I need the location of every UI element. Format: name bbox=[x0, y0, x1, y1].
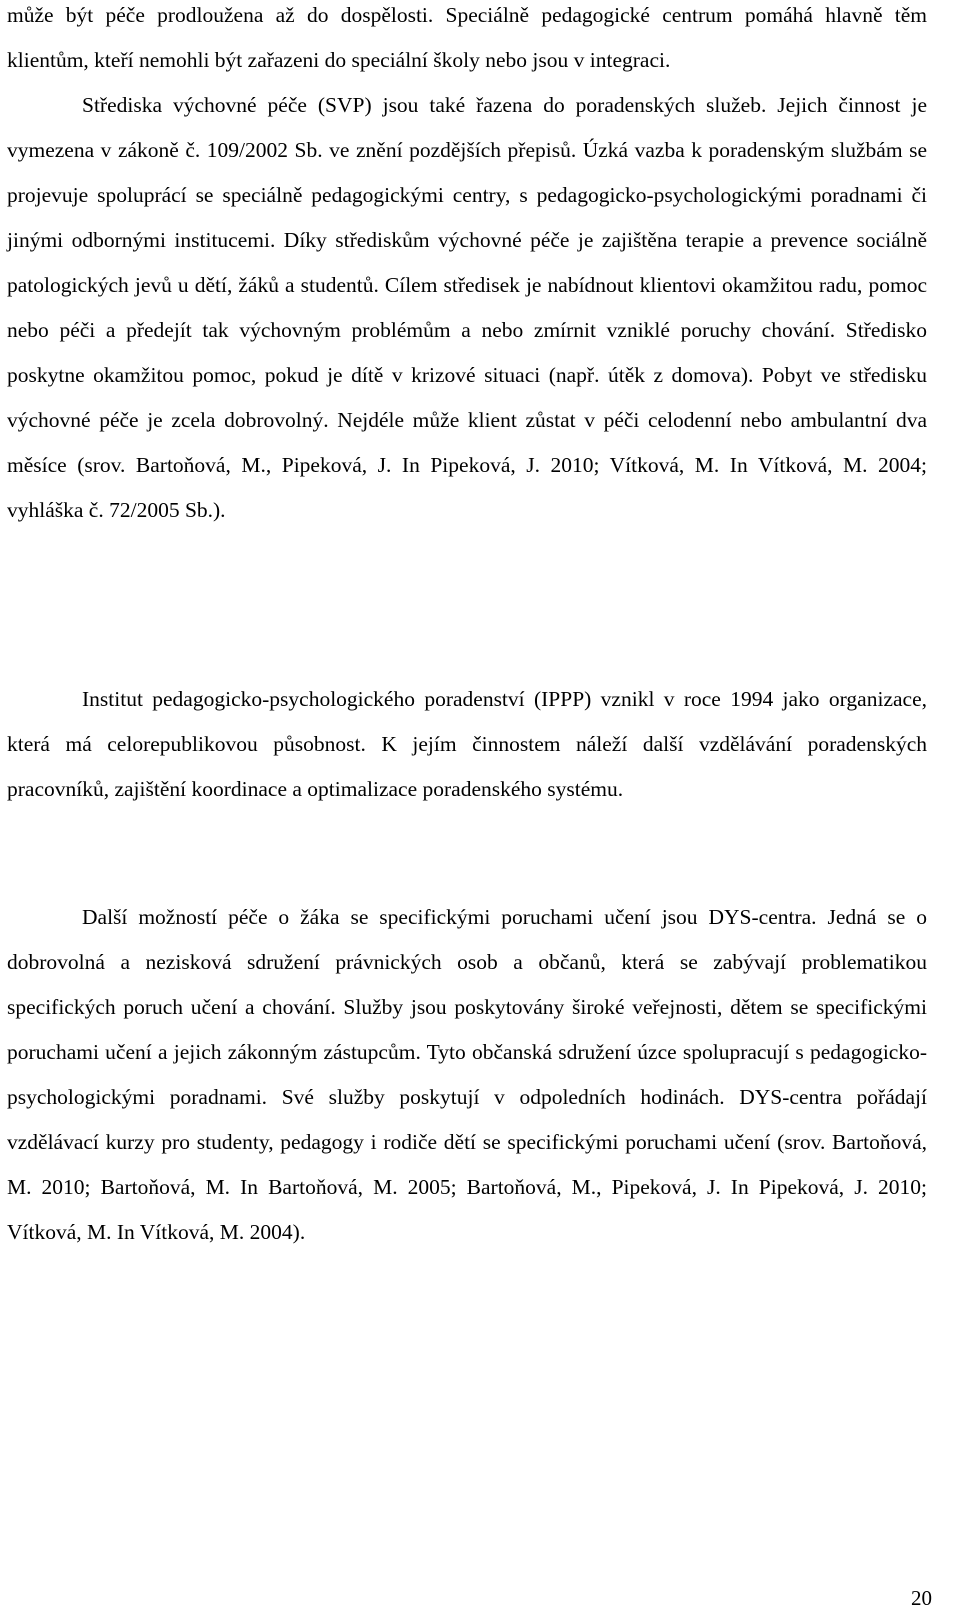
page-number: 20 bbox=[911, 1586, 932, 1610]
paragraph-dys-centra: Další možností péče o žáka se specifickými poruchami učení jsou DYS-centra. Jedná se o dobrovolná a nezisková sdružení právnických osob a občanů, která se zabývají problematikou specifických poruch učení a chování. Služby jsou poskytovány široké veřejnosti, dětem se specifickými poruchami učení a jejich zákonným zástupcům. Tyto občanská sdružení úzce spolupracují s pedagogicko-psychologickými poradnami. Své služby poskytují v odpoledních hodinách. DYS-centra pořádají vzdělávací kurzy pro studenty, pedagogy i rodiče dětí se specifickými poruchami učení (srov. Bartoňová, M. 2010; Bartoňová, M. In Bartoňová, M. 2005; Bartoňová, M., Pipeková, J. In Pipeková, J. 2010; Vítková, M. In Vítková, M. 2004). bbox=[7, 905, 927, 1244]
text-block-ippp bbox=[7, 677, 927, 812]
paragraph-svp: Střediska výchovné péče (SVP) jsou také řazena do poradenských služeb. Jejich činnost je vymezena v zákoně č. 109/2002 Sb. ve znění pozdějších přepisů. Úzká vazba k poradenským službám se projevuje spoluprácí se speciálně pedagogickými centry, s pedagogicko-psychologickými poradnami či jinými odbornými institucemi. Díky střediskům výchovné péče je zajištěna terapie a prevence sociálně patologických jevů u dětí, žáků a studentů. Cílem středisek je nabídnout klientovi okamžitou radu, pomoc nebo péči a předejít tak výchovným problémům a nebo zmírnit vzniklé poruchy chování. Středisko poskytne okamžitou pomoc, pokud je dítě v krizové situaci (např. útěk z domova). Pobyt ve středisku výchovné péče je zcela dobrovolný. Nejdéle může klient zůstat v péči celodenní nebo ambulantní dva měsíce (srov. Bartoňová, M., Pipeková, J. In Pipeková, J. 2010; Vítková, M. In Vítková, M. 2004; vyhláška č. 72/2005 Sb.). bbox=[7, 93, 927, 522]
text-block-dys bbox=[7, 895, 927, 1255]
paragraph-spc-continuation: může být péče prodloužena až do dospělosti. Speciálně pedagogické centrum pomáhá hlavně těm klientům, kteří nemohli být zařazeni do speciální školy nebo jsou v integraci. bbox=[7, 3, 927, 72]
paragraph-ippp: Institut pedagogicko-psychologického poradenství (IPPP) vznikl v roce 1994 jako organizace, která má celorepublikovou působnost. K jejím činnostem náleží další vzdělávání poradenských pracovníků, zajištění koordinace a optimalizace poradenského systému. bbox=[7, 687, 927, 801]
text-block-spc-svp bbox=[7, 0, 927, 533]
